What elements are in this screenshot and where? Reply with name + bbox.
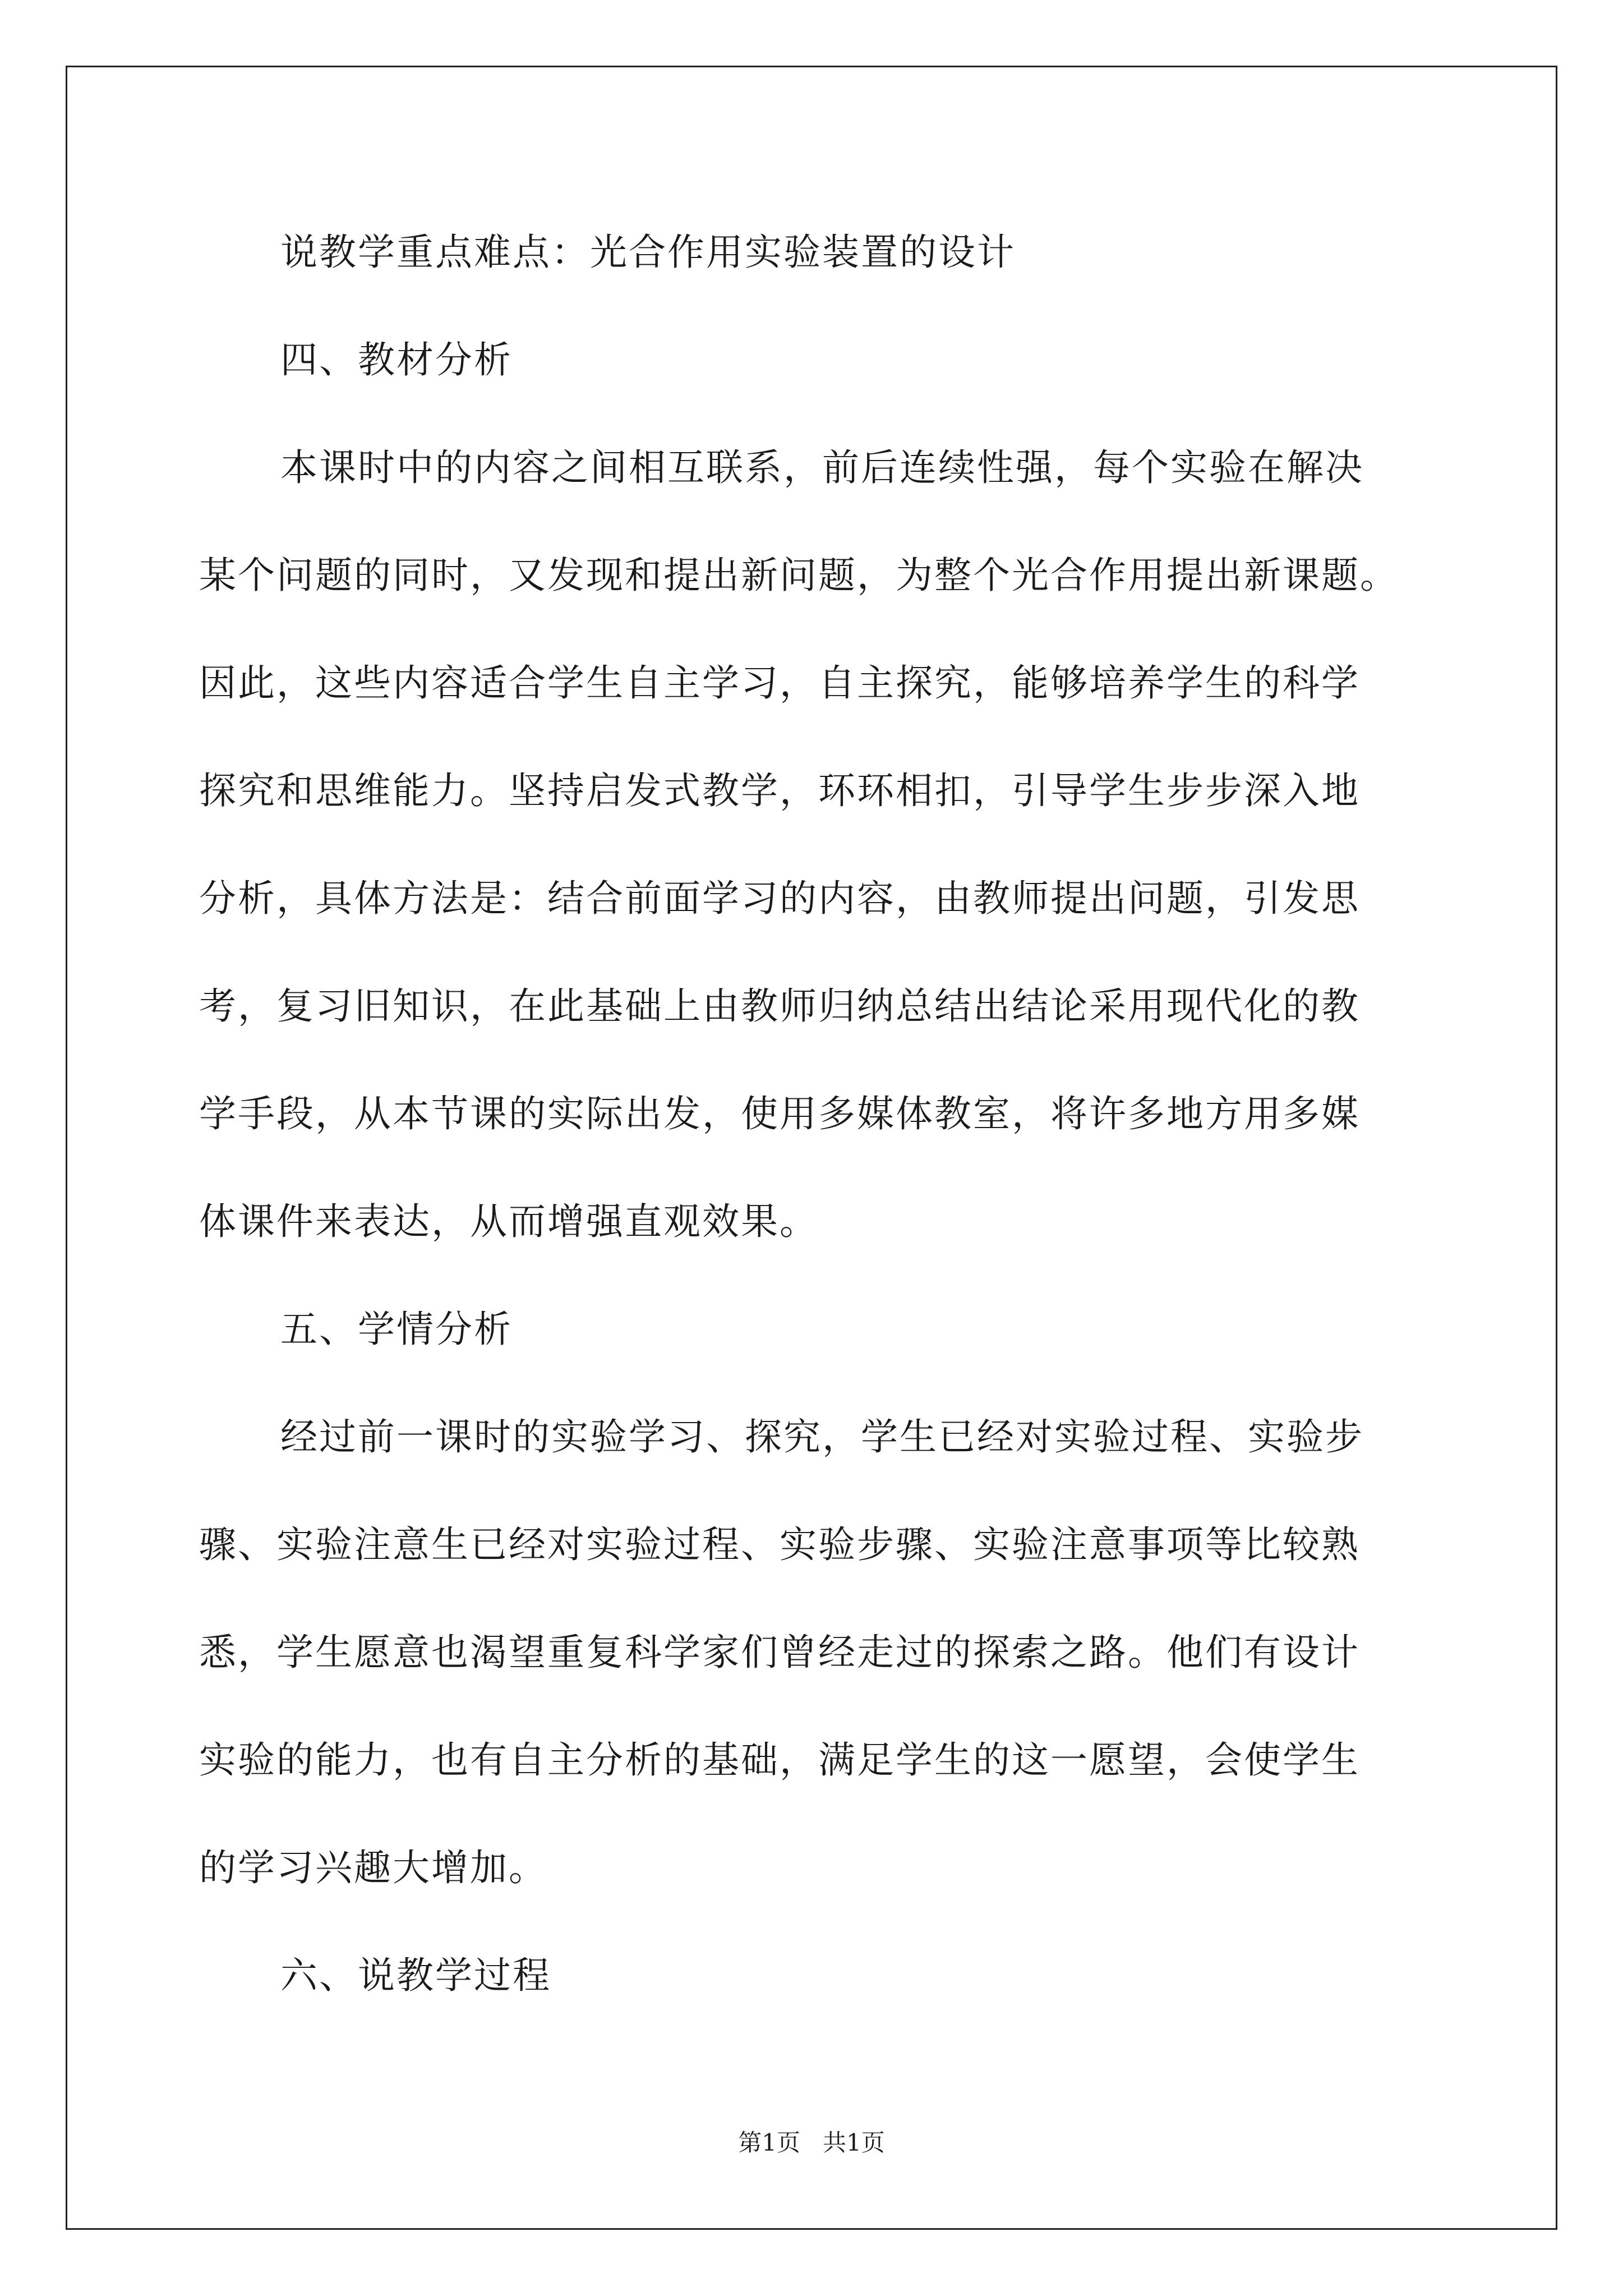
paragraph-line: 经过前一课时的实验学习、探究，学生已经对实验过程、实验步: [280, 1415, 1364, 1458]
paragraph-line: 实验的能力，也有自主分析的基础，满足学生的这一愿望，会使学生: [199, 1738, 1360, 1782]
paragraph-line: 说教学重点难点：光合作用实验装置的设计: [280, 231, 1016, 274]
paragraph-line: 因此，这些内容适合学生自主学习，自主探究，能够培养学生的科学: [199, 661, 1360, 705]
paragraph-line: 本课时中的内容之间相互联系，前后连续性强，每个实验在解决: [280, 446, 1364, 489]
paragraph-line: 探究和思维能力。坚持启发式教学，环环相扣，引导学生步步深入地: [199, 769, 1360, 812]
section-heading: 六、说教学过程: [280, 1954, 551, 1997]
paragraph-line: 考，复习旧知识，在此基础上由教师归纳总结出结论采用现代化的教: [199, 984, 1360, 1028]
paragraph-line: 体课件来表达，从而增强直观效果。: [199, 1200, 818, 1243]
paragraph-line: 某个问题的同时，又发现和提出新问题，为整个光合作用提出新课题。: [199, 554, 1399, 597]
paragraph-line: 的学习兴趣大增加。: [199, 1846, 547, 1889]
page-border: [66, 66, 1557, 2230]
section-heading: 五、学情分析: [280, 1308, 513, 1351]
paragraph-line: 悉，学生愿意也渴望重复科学家们曾经走过的探索之路。他们有设计: [199, 1631, 1360, 1674]
page-number-footer: 第1页 共1页: [738, 2129, 885, 2156]
paragraph-line: 分析，具体方法是：结合前面学习的内容，由教师提出问题，引发思: [199, 877, 1360, 920]
paragraph-line: 学手段，从本节课的实际出发，使用多媒体教室，将许多地方用多媒: [199, 1092, 1360, 1135]
section-heading: 四、教材分析: [280, 338, 513, 381]
paragraph-line: 骤、实验注意生已经对实验过程、实验步骤、实验注意事项等比较熟: [199, 1523, 1360, 1566]
